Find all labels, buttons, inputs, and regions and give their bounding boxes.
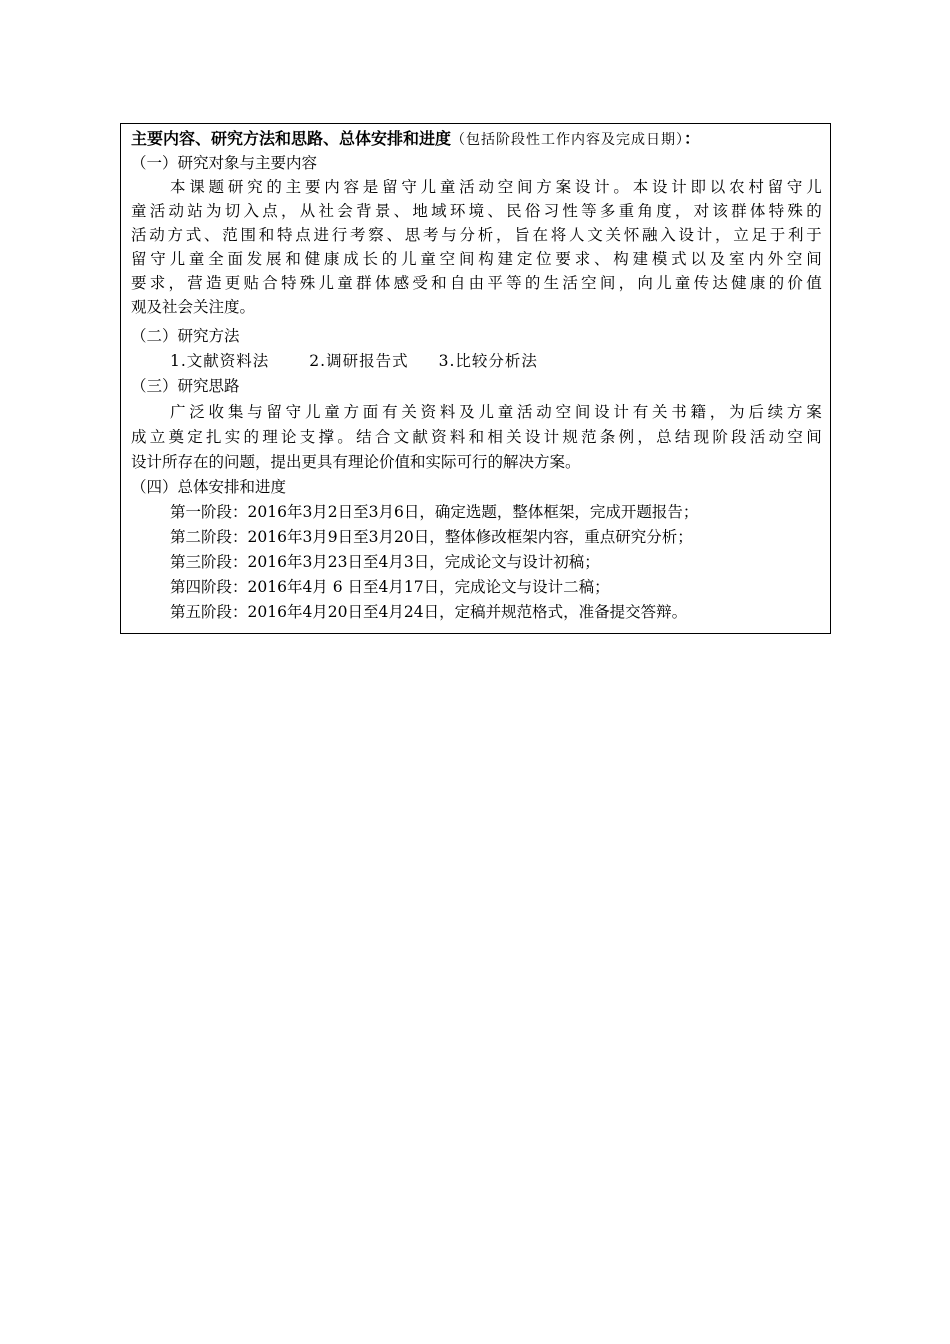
part3-line: 成立奠定扎实的理论支撑。结合文献资料和相关设计规范条例，总结现阶段活动空间: [131, 428, 822, 446]
part4-title: （四）总体安排和进度: [131, 478, 287, 496]
part1-line: 要求，营造更贴合特殊儿童群体感受和自由平等的生活空间，向儿童传达健康的价值: [131, 274, 822, 292]
heading-colon: ：: [684, 129, 701, 148]
stage-item: 第五阶段：2016年4月20日至4月24日，定稿并规范格式，准备提交答辩。: [170, 603, 688, 621]
part3-title: （三）研究思路: [131, 377, 240, 395]
part1-line: 观及社会关注度。: [131, 298, 256, 316]
method-item: 2.调研报告式: [309, 352, 409, 370]
section-heading: [131, 127, 822, 152]
part3-line: 设计所存在的问题，提出更具有理论价值和实际可行的解决方案。: [131, 453, 581, 471]
method-item: 3.比较分析法: [438, 352, 538, 370]
part1-line: 童活动站为切入点，从社会背景、地域环境、民俗习性等多重角度，对该群体特殊的: [131, 202, 822, 220]
content-box: [120, 123, 831, 634]
heading-note: （包括阶段性工作内容及完成日期）: [451, 132, 685, 148]
part3-line: 广泛收集与留守儿童方面有关资料及儿童活动空间设计有关书籍，为后续方案: [170, 403, 822, 421]
stage-item: 第四阶段：2016年4月 6 日至4月17日，完成论文与设计二稿；: [170, 578, 610, 596]
part1-line: 本课题研究的主要内容是留守儿童活动空间方案设计。本设计即以农村留守儿: [170, 178, 822, 196]
method-item: 1.文献资料法: [170, 352, 270, 370]
stage-item: 第二阶段：2016年3月9日至3月20日，整体修改框架内容，重点研究分析；: [170, 528, 693, 546]
methods-list: [170, 349, 822, 373]
heading-title: 主要内容、研究方法和思路、总体安排和进度: [131, 129, 452, 148]
part1-line: 活动方式、范围和特点进行考察、思考与分析，旨在将人文关怀融入设计，立足于利于: [131, 226, 822, 244]
part1-title: （一）研究对象与主要内容: [131, 154, 318, 172]
stage-item: 第三阶段：2016年3月23日至4月3日，完成论文与设计初稿；: [170, 553, 600, 571]
part1-line: 留守儿童全面发展和健康成长的儿童空间构建定位要求、构建模式以及室内外空间: [131, 250, 822, 268]
stage-item: 第一阶段：2016年3月2日至3月6日，确定选题，整体框架，完成开题报告；: [170, 503, 699, 521]
part2-title: （二）研究方法: [131, 327, 240, 345]
